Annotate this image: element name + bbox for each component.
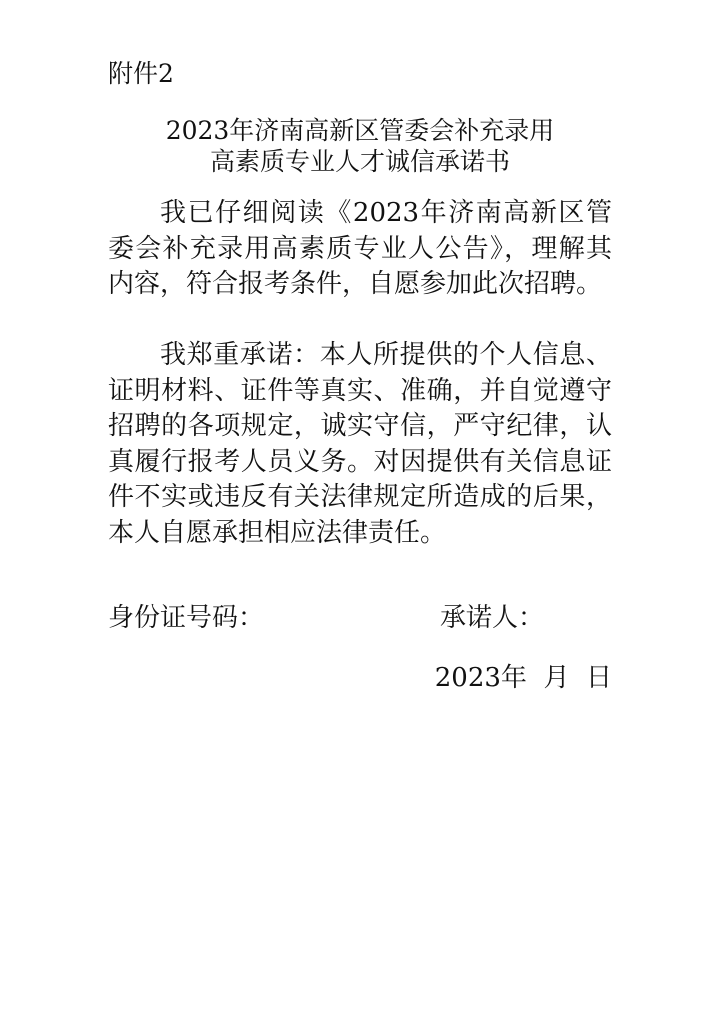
attachment-label: 附件2: [108, 59, 174, 88]
document-title-line-1: 2023年济南高新区管委会补充录用: [165, 116, 555, 145]
id-number-label: 身份证号码：: [108, 603, 265, 633]
signature-date: 2023年 月 日: [434, 663, 612, 693]
document-title-line-2: 高素质专业人才诚信承诺书: [209, 147, 510, 176]
signer-label: 承诺人：: [440, 603, 545, 633]
pledge-paragraph-commitment: 我郑重承诺：本人所提供的个人信息、证明材料、证件等真实、准确，并自觉遵守招聘的各项规定，诚实守信，严守纪律，认真履行报考人员义务。对因提供有关信息证件不实或违反有关法律规定所造成的后果，本人自愿承担相应法律责任。: [108, 340, 612, 548]
pledge-paragraph-read: 我已仔细阅读《2023年济南高新区管委会补充录用高素质专业人公告》，理解其内容，符合报考条件，自愿参加此次招聘。: [108, 198, 612, 299]
